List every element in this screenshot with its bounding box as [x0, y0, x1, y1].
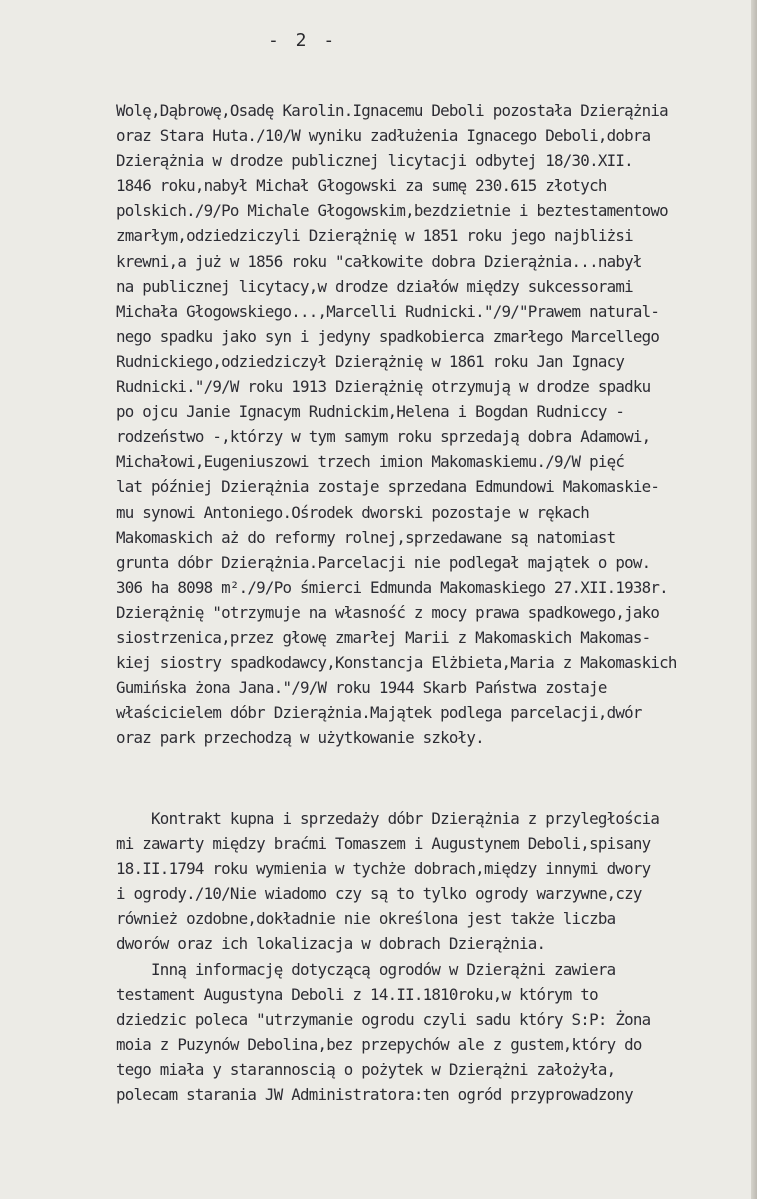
text-line: 18.II.1794 roku wymienia w tychże dobrach,między innymi dwory	[116, 859, 651, 879]
text-line: oraz Stara Huta./10/W wyniku zadłużenia Ignacego Deboli,dobra	[116, 126, 651, 146]
text-line: również ozdobne,dokładnie nie określona jest także liczba	[116, 909, 616, 929]
text-line: Dzierążnię "otrzymuje na własność z mocy prawa spadkowego,jako	[116, 602, 660, 622]
text-line: kiej siostry spadkodawcy,Konstancja Elżbieta,Maria z Makomaskich	[116, 653, 677, 673]
page-number: - 2 -	[268, 30, 338, 51]
text-line: oraz park przechodzą w użytkowanie szkoły.	[116, 728, 484, 748]
text-line: Dzierążnia w drodze publicznej licytacji odbytej 18/30.XII.	[116, 151, 633, 171]
text-line: na publicznej licytacy,w drodze działów między sukcessorami	[116, 276, 633, 296]
text-line: Gumińska żona Jana."/9/W roku 1944 Skarb Państwa zostaje	[116, 678, 607, 698]
text-line: Wolę,Dąbrowę,Osadę Karolin.Ignacemu Deboli pozostała Dzierążnia	[116, 101, 668, 120]
text-line: mu synowi Antoniego.Ośrodek dworski pozostaje w rękach	[116, 502, 590, 522]
text-line: 1846 roku,nabył Michał Głogowski za sumę 230.615 złotych	[116, 176, 607, 196]
text-line: Makomaskich aż do reformy rolnej,sprzedawane są natomiast	[116, 527, 616, 547]
text-line: moia z Puzynów Debolina,bez przepychów ale z gustem,który do	[116, 1034, 642, 1054]
text-line: po ojcu Janie Ignacym Rudnickim,Helena i Bogdan Rudniccy -	[116, 402, 625, 422]
text-line: krewni,a już w 1856 roku "całkowite dobra Dzierążnia...nabył	[116, 251, 642, 271]
text-line: Michała Głogowskiego...,Marcelli Rudnicki."/9/"Prawem natural-	[116, 301, 660, 321]
text-line: i ogrody./10/Nie wiadomo czy są to tylko ogrody warzywne,czy	[116, 884, 642, 904]
text-line: Inną informację dotyczącą ogrodów w Dzierążni zawiera	[116, 959, 616, 979]
text-line: lat później Dzierążnia zostaje sprzedana Edmundowi Makomaskie-	[116, 477, 660, 497]
text-line: tego miała y starannoscią o pożytek w Dzierążni założyła,	[116, 1059, 616, 1079]
paragraph-gardens	[116, 806, 746, 1107]
text-line: właścicielem dóbr Dzierążnia.Majątek podlega parcelacji,dwór	[116, 703, 642, 723]
text-line: 306 ha 8098 m².∕9∕Po śmierci Edmunda Makomaskiego 27.XII.1938r.	[116, 577, 668, 597]
text-line: Rudnicki."/9/W roku 1913 Dzierążnię otrzymują w drodze spadku	[116, 377, 651, 397]
text-line: rodzeństwo -,którzy w tym samym roku sprzedają dobra Adamowi,	[116, 427, 651, 447]
text-line: dziedzic poleca "utrzymanie ogrodu czyli sadu który S:P: Żona	[116, 1009, 651, 1029]
text-line: Rudnickiego,odziedziczył Dzierążnię w 1861 roku Jan Ignacy	[116, 351, 625, 371]
text-line: Kontrakt kupna i sprzedaży dóbr Dzierążnia z przyległościa	[116, 809, 660, 828]
text-line: Michałowi,Eugeniuszowi trzech imion Makomaskiemu./9/W pięć	[116, 452, 625, 472]
text-line: testament Augustyna Deboli z 14.II.1810roku,w którym to	[116, 984, 598, 1004]
text-line: grunta dóbr Dzierążnia.Parcelacji nie podlegał majątek o pow.	[116, 552, 651, 572]
text-line: mi zawarty między braćmi Tomaszem i Augustynem Deboli,spisany	[116, 834, 651, 854]
text-line: nego spadku jako syn i jedyny spadkobierca zmarłego Marcellego	[116, 326, 660, 346]
text-line: polecam starania JW Administratora:ten ogród przyprowadzony	[116, 1085, 633, 1105]
paragraph-ownership-history	[116, 98, 746, 750]
text-line: polskich./9/Po Michale Głogowskim,bezdzietnie i beztestamentowo	[116, 201, 668, 221]
text-line: siostrzenica,przez głowę zmarłej Marii z Makomaskich Makomas-	[116, 627, 651, 647]
text-line: dworów oraz ich lokalizacja w dobrach Dzierążnia.	[116, 934, 546, 954]
text-line: zmarłym,odziedziczyli Dzierążnię w 1851 roku jego najbliżsi	[116, 226, 633, 246]
page-edge-shadow	[751, 0, 757, 1199]
